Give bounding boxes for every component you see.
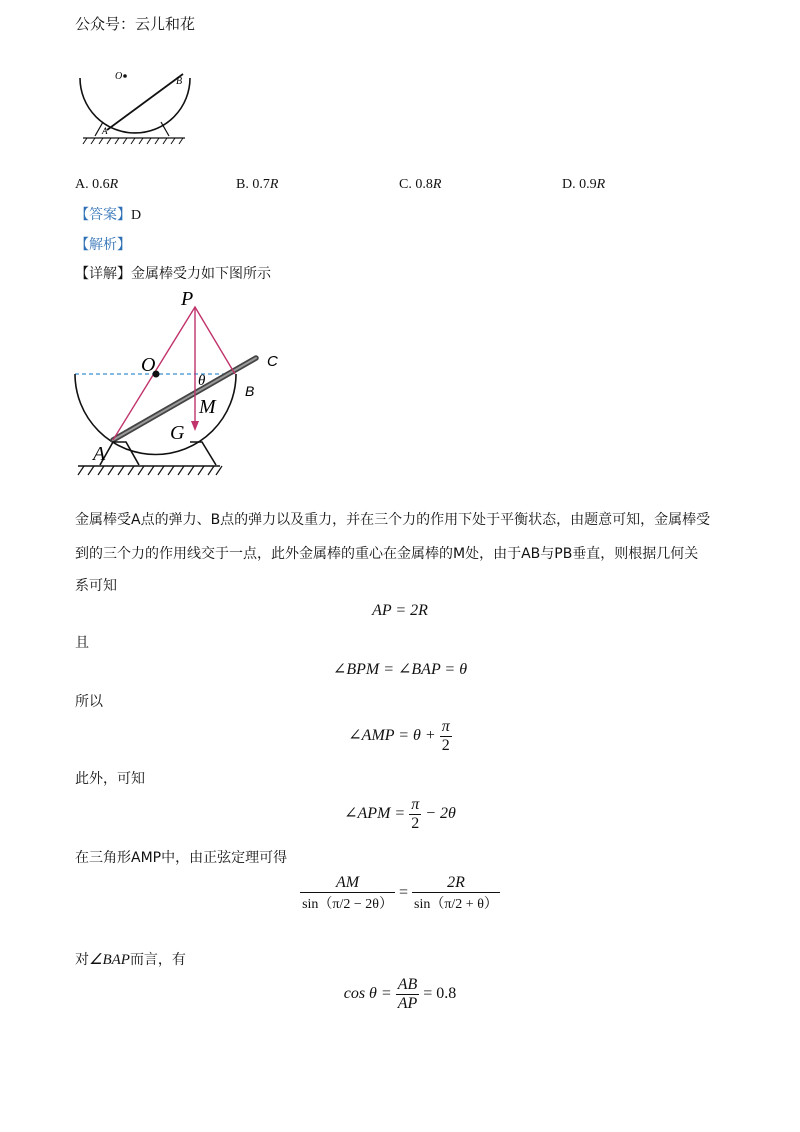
equation-ap: AP = 2R	[372, 602, 428, 619]
fig2-label-g: G	[170, 422, 185, 444]
bap-text: 对∠BAP而言，有	[75, 952, 186, 968]
fig2-label-m: M	[199, 396, 216, 418]
detail-tag: 【详解】	[75, 266, 131, 282]
fig2-label-c: C	[267, 353, 278, 370]
sine-rule-text: 在三角形AMP中，由正弦定理可得	[75, 850, 288, 866]
answer-value: D	[131, 208, 142, 223]
option-d: D. 0.9R	[562, 177, 606, 192]
word-qie: 且	[75, 635, 89, 651]
fig1-label-o: O	[115, 71, 123, 82]
figure-bowl-question	[75, 58, 200, 148]
explanation-line-3: 系可知	[75, 578, 117, 594]
equation-angle-amp: ∠AMP = θ + $\frac{\pi}{2}$	[348, 718, 450, 754]
fig2-label-b: B	[245, 383, 255, 399]
answer-tag: 【答案】	[75, 207, 131, 223]
explanation-line-2: 到的三个力的作用线交于一点，此外金属棒的重心在金属棒的M处，由于AB与PB垂直，则根据几何关	[75, 546, 699, 562]
word-suoyi: 所以	[75, 694, 103, 710]
figure-force-diagram	[70, 290, 290, 485]
option-b: B. 0.7R	[236, 177, 279, 192]
equation-sine-rule: $\frac{AM}{\sin(\pi/2 - 2\theta)}$ = $\frac{2R}{\sin(\pi/2 + \theta)}$	[302, 874, 498, 912]
option-c: C. 0.8R	[399, 177, 442, 192]
word-ciwai: 此外，可知	[75, 771, 145, 787]
detail-line	[75, 264, 271, 284]
fig1-label-b: B	[176, 76, 183, 87]
fig2-label-o: O	[141, 354, 156, 376]
answer-line	[75, 205, 141, 226]
option-a: A. 0.6R	[75, 177, 119, 192]
detail-text: 金属棒受力如下图所示	[131, 266, 271, 282]
equation-angle-apm: ∠APM = $\frac{\pi}{2}$ − 2θ	[344, 796, 456, 832]
fig2-label-p: P	[181, 290, 194, 310]
analysis-tag: 【解析】	[75, 237, 131, 253]
fig1-label-a: A	[102, 126, 108, 136]
fig2-label-theta: θ	[198, 373, 206, 389]
fig2-label-a: A	[93, 443, 106, 465]
header-text: 公众号：云儿和花	[75, 15, 196, 33]
equation-angle-bpm: ∠BPM = ∠BAP = θ	[332, 661, 468, 678]
explanation-line-1: 金属棒受A点的弹力、B点的弹力以及重力，并在三个力的作用下处于平衡状态，由题意可知，金属棒受	[75, 512, 711, 528]
equation-cos-theta: cos θ = $\frac{AB}{AP}$ = 0.8	[343, 976, 457, 1012]
